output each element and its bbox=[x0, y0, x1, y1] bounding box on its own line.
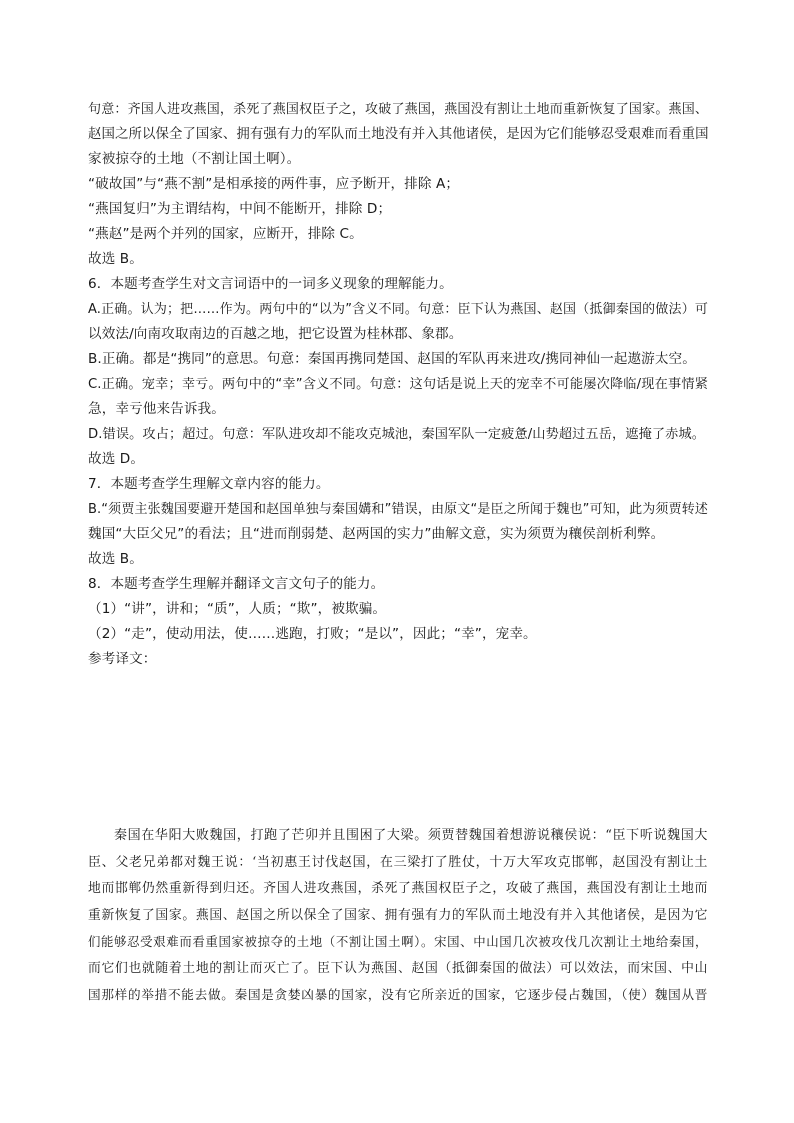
text-line: （1）“讲”，讲和；“质”，人质；“欺”，被欺骗。 bbox=[88, 601, 387, 617]
text-line: 家被掠夺的土地（不割让国土啊）。 bbox=[88, 151, 301, 167]
text-line: 句意：齐国人进攻燕国，杀死了燕国权臣子之，攻破了燕国，燕国没有割让土地而重新恢复了国家。燕国、 bbox=[88, 102, 708, 117]
text-line: “破故国”与“燕不割”是相承接的两件事，应予断开，排除 A； bbox=[88, 176, 460, 192]
reference-translation bbox=[88, 823, 708, 1009]
text-line: 故选 B。 bbox=[88, 251, 143, 267]
text-line: 以效法/向南攻取南边的百越之地，把它设置为桂林郡、象郡。 bbox=[88, 326, 463, 342]
text-line: 故选 B。 bbox=[88, 551, 143, 567]
translation-line: 们能够忍受艰难而看重国家被掠夺的土地（不割让国土啊）。宋国、中山国几次被攻伐几次割让土地给秦国， bbox=[88, 934, 708, 949]
text-line: 急，幸亏他来告诉我。 bbox=[88, 401, 225, 417]
text-line: C.正确。宠幸；幸亏。两句中的“幸”含义不同。句意：这句话是说上天的宠幸不可能屡次降临/现在事情紧 bbox=[88, 377, 708, 392]
text-line: 魏国“大臣父兄”的看法；且“进而削弱楚、赵两国的实力”曲解文意，实为须贾为穰侯剖析利弊。 bbox=[88, 526, 665, 542]
translation-line: 而它们也就随着土地的割让而灭亡了。臣下认为燕国、赵国（抵御秦国的做法）可以效法，而宋国、中山 bbox=[88, 960, 708, 976]
text-line: D.错误。攻占；超过。句意：军队进攻却不能攻克城池，秦国军队一定疲惫/山势超过五岳，遮掩了赤城。 bbox=[88, 427, 706, 442]
question-heading: 7．本题考查学生理解文章内容的能力。 bbox=[88, 476, 330, 492]
translation-line: 国那样的举措不能去做。秦国是贪婪凶暴的国家，没有它所亲近的国家，它逐步侵占魏国，（使）魏国从晋 bbox=[88, 987, 708, 1002]
text-line: 赵国之所以保全了国家、拥有强有力的军队而土地没有并入其他诸侯，是因为它们能够忍受艰难而看重国 bbox=[88, 127, 709, 142]
translation-line: 重新恢复了国家。燕国、赵国之所以保全了国家、拥有强有力的军队而土地没有并入其他诸侯，是因为它 bbox=[88, 907, 708, 923]
text-line: B.“须贾主张魏国要避开楚国和赵国单独与秦国媾和”错误，由原文“是臣之所闻于魏也”可知，此为须贾转述 bbox=[88, 502, 708, 517]
translation-line: 臣、父老兄弟都对魏王说：‘当初惠王讨伐赵国，在三梁打了胜仗，十万大军攻克邯郸，赵国没有割让土 bbox=[88, 854, 708, 870]
answer-explanation bbox=[88, 97, 708, 672]
text-line: “燕赵”是两个并列的国家，应断开，排除 C。 bbox=[88, 226, 363, 242]
text-line: （2）“走”，使动用法，使……逃跑，打败；“是以”，因此；“幸”，宠幸。 bbox=[88, 626, 537, 642]
text-line: A.正确。认为；把……作为。两句中的“以为”含义不同。句意：臣下认为燕国、赵国（抵御秦国的做法）可 bbox=[88, 302, 708, 317]
text-line: B.正确。都是“携同”的意思。句意：秦国再携同楚国、赵国的军队再来进攻/携同神仙一起遨游太空。 bbox=[88, 351, 696, 367]
reference-translation-heading: 参考译文： bbox=[88, 651, 157, 667]
text-line: “燕国复归”为主谓结构，中间不能断开，排除 D； bbox=[88, 201, 392, 217]
text-line: 故选 D。 bbox=[88, 451, 145, 467]
question-heading: 6．本题考查学生对文言词语中的一词多义现象的理解能力。 bbox=[88, 276, 453, 292]
translation-line: 秦国在华阳大败魏国，打跑了芒卯并且围困了大梁。须贾替魏国着想游说穰侯说：“臣下听说魏国大 bbox=[114, 828, 708, 843]
translation-line: 地而邯郸仍然重新得到归还。齐国人进攻燕国，杀死了燕国权臣子之，攻破了燕国，燕国没有割让土地而 bbox=[88, 881, 708, 896]
question-heading: 8．本题考查学生理解并翻译文言文句子的能力。 bbox=[88, 576, 385, 592]
